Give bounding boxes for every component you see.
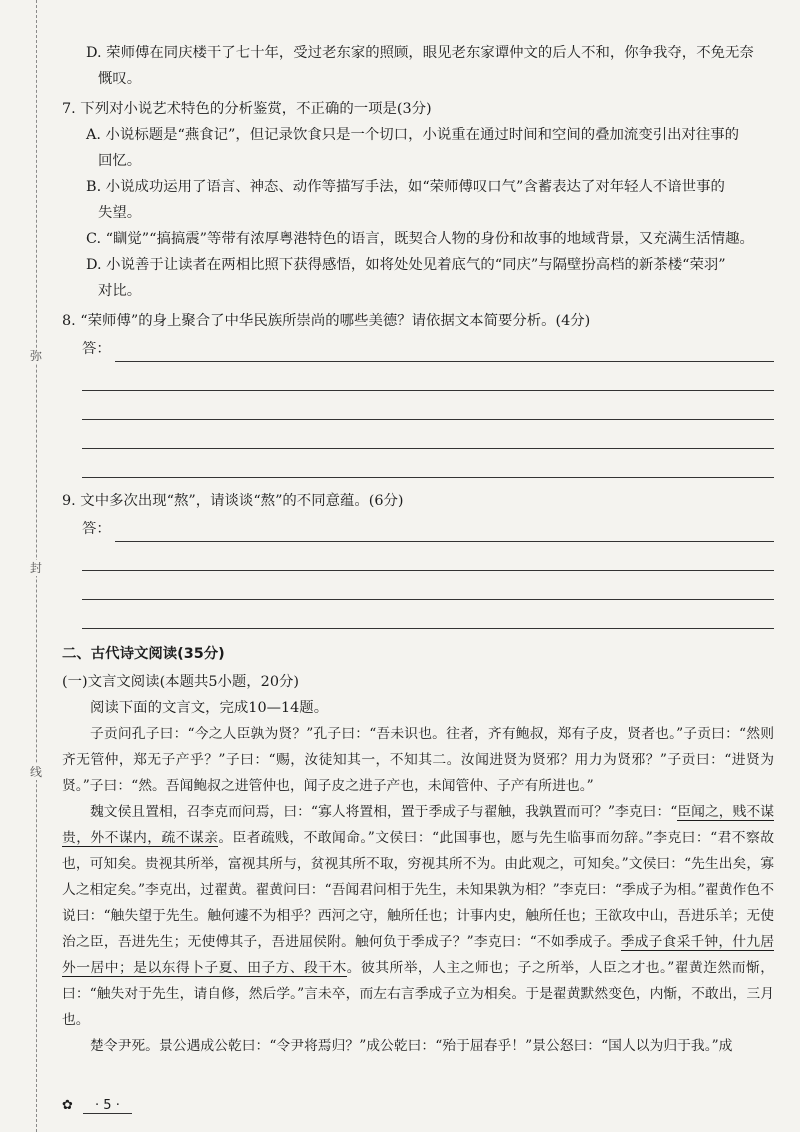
q9-stem: 9. 文中多次出现“熬”，请谈谈“熬”的不同意蕴。(6分): [62, 493, 404, 509]
q7-b-line1: B. 小说成功运用了语言、神态、动作等描写手法，如“荣师傅叹口气”含蓄表达了对年轻人不谙世事的: [86, 179, 725, 195]
binding-mark-xian: 线: [29, 765, 42, 779]
q7-a-line1: A. 小说标题是“燕食记”，但记录饮食只是一个切口，小说重在通过时间和空间的叠加流变引出对往事的: [86, 127, 740, 143]
p2-text-a: 魏文侯且置相，召李克而问焉，曰：“寡人将置相，置于季成子与翟触，我孰置而可？”李克曰：“: [90, 804, 678, 820]
underlined-sentence-1: 臣闻之，贱不谋贵，外不谋内，疏不谋亲: [62, 804, 774, 846]
passage-paragraph-2: [62, 799, 774, 1033]
q7-d-line2: 对比。: [98, 283, 142, 299]
q8-answer-line-5[interactable]: [82, 449, 774, 478]
q8-answer-line-3[interactable]: [82, 391, 774, 420]
page-number: · 5 ·: [83, 1098, 132, 1114]
q8-answer-line-2[interactable]: [82, 362, 774, 391]
q7-option-d: [74, 252, 774, 304]
subsection-title: (一)文言文阅读(本题共5小题，20分): [62, 674, 300, 690]
q9-answer-line-3[interactable]: [82, 571, 774, 600]
q8-answer-line[interactable]: [115, 339, 774, 362]
q8-stem: 8. “荣师傅”的身上聚合了中华民族所崇尚的哪些美德？请依据文本简要分析。(4分): [62, 313, 591, 329]
p2-text-b: 。臣者疏贱，不敢闻命。”文侯曰：“此国事也，愿与先生临事而勿辞。”李克曰：“君不察故也，可知矣。贵视其所举，富视其所与，贫视其所不取，穷视其所不为。由此观之，可知矣。”文侯曰：“先生出矣，寡人之相定矣。”李克出，过翟黄。翟黄问曰：“吾闻君问相于先生，未知果孰为相？”李克曰：“季成子为相。”翟黄作色不说曰：“触失望于先生。触何遽不为相乎？西河之守，触所任也；计事内史，触所任也；王欲攻中山，吾进乐羊；无使治之臣，吾进先生；无使傅其子，吾进屈侯附。触何负于季成子？”李克曰：“不如季成子。: [62, 830, 774, 950]
page-content: [62, 40, 774, 1059]
passage-paragraph-1: 子贡问孔子曰：“今之人臣孰为贤？”孔子曰：“吾未识也。往者，齐有鲍叔，郑有子皮，贤者也。”子贡曰：“然则齐无管仲，郑无子产乎？”子曰：“赐，汝徒知其一，不知其二。汝闻进贤为贤邪？用力为贤邪？”子贡曰：“进贤为贤。”子曰：“然。吾闻鲍叔之进管仲也，闻子皮之进子产也，未闻管仲、子产有所进也。”: [62, 726, 774, 794]
section-title: 二、古代诗文阅读(35分): [62, 646, 225, 662]
q7-stem: 7. 下列对小说艺术特色的分析鉴赏，不正确的一项是(3分): [62, 101, 432, 117]
q7-option-a: [74, 122, 774, 174]
q9-answer-line[interactable]: [115, 519, 774, 542]
binding-mark-feng: 封: [29, 561, 42, 575]
q8-answer-row[interactable]: [82, 334, 774, 362]
q8-answer-line-4[interactable]: [82, 420, 774, 449]
binding-mark-mi: 弥: [29, 349, 42, 363]
q6-option-d-line1: D. 荣师傅在同庆楼干了七十年，受过老东家的照顾，眼见老东家谭仲文的后人不和，你争我夺，不免无奈: [86, 45, 754, 61]
q9-answer-line-2[interactable]: [82, 542, 774, 571]
q7-c-line1: C. “瞓觉”“搞搞震”等带有浓厚粤港特色的语言，既契合人物的身份和故事的地域背景，又充满生活情趣。: [86, 231, 754, 247]
q9-answer-row[interactable]: [82, 514, 774, 542]
q9-answer-line-4[interactable]: [82, 600, 774, 629]
flower-icon: ✿: [62, 1098, 73, 1113]
q7-a-line2: 回忆。: [98, 153, 142, 169]
q6-option-d-line2: 慨叹。: [98, 71, 142, 87]
page-footer: [62, 1098, 132, 1113]
underlined-sentence-2: 季成子食采千钟，什九居外一居中；是以东得卜子夏、田子方、段干木: [62, 934, 774, 976]
reading-instruction: 阅读下面的文言文，完成10—14题。: [90, 700, 329, 716]
q7-option-c: [74, 226, 774, 252]
q7-d-line1: D. 小说善于让读者在两相比照下获得感悟，如将处处见着底气的“同庆”与隔壁扮高档的新茶楼“荣羽”: [86, 257, 726, 273]
q8-answer-label: 答：: [82, 341, 111, 357]
p2-text-c: 。彼其所举，人主之师也；子之所举，人臣之才也。”翟黄迮然而惭，曰：“触失对于先生，请自修，然后学。”言未卒，而左右言季成子立为相矣。于是翟黄默然变色，内惭，不敢出，三月也。: [62, 960, 775, 1028]
q9-answer-label: 答：: [82, 521, 111, 537]
q7-b-line2: 失望。: [98, 205, 142, 221]
q7-option-b: [74, 174, 774, 226]
q6-option-d: [74, 40, 774, 92]
passage-paragraph-3: 楚令尹死。景公遇成公乾曰：“令尹将焉归？”成公乾曰：“殆于屈春乎！”景公怒曰：“国人以为归于我。”成: [90, 1038, 733, 1054]
